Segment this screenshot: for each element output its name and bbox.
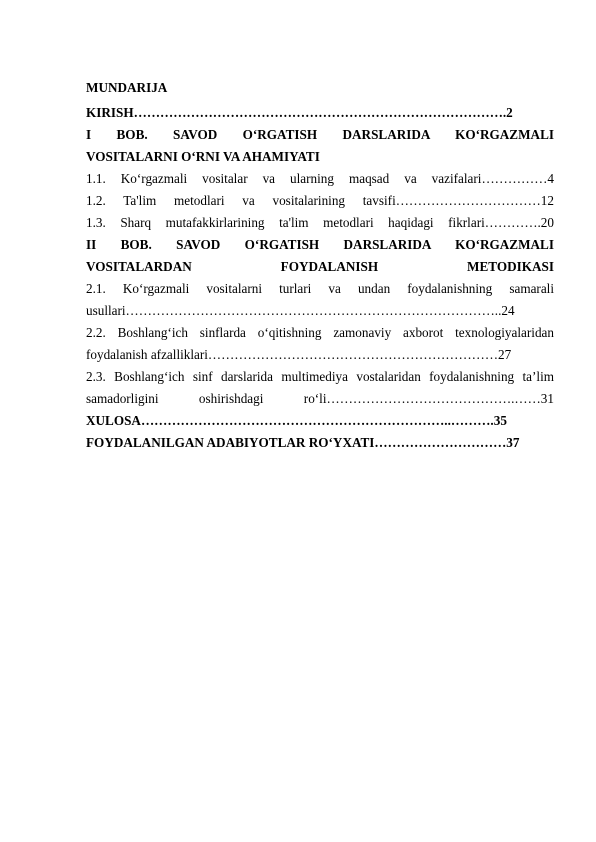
toc-entry-chapter-1-line-2: VOSITALARNI O‘RNI VA AHAMIYATI — [86, 149, 320, 164]
toc-entry-section-2-2-line-1: 2.2. Boshlang‘ich sinflarda o‘qitishning zamonaviy axborot texnologiyalaridan — [86, 325, 554, 340]
toc-entry-section-2-3-line-2: samadorligini oshirishdagi ro‘li…………………………………….……31 — [86, 391, 554, 406]
toc-entry-bibliography: FOYDALANILGAN ADABIYOTLAR RO‘YXATI…………………………37 — [86, 435, 520, 450]
table-of-contents — [86, 78, 554, 454]
toc-title: MUNDARIJA — [86, 80, 168, 95]
toc-entry-kirish: KIRISH………………………………………………………………………….2 — [86, 105, 513, 120]
toc-entry-xulosa: XULOSA……………………………………………………………..……….35 — [86, 413, 507, 428]
toc-entry-section-2-3-line-1: 2.3. Boshlang‘ich sinf darslarida multimediya vostalaridan foydalanishning ta’lim — [86, 369, 554, 384]
toc-entry-section-1-1: 1.1. Ko‘rgazmali vositalar va ularning maqsad va vazifalari……………4 — [86, 171, 554, 186]
toc-entry-chapter-2-line-2: VOSITALARDAN FOYDALANISH METODIKASI — [86, 259, 554, 274]
toc-entry-chapter-2-line-1: II BOB. SAVOD O‘RGATISH DARSLARIDA KO‘RGAZMALI — [86, 237, 554, 252]
toc-entry-section-2-2-line-2: foydalanish afzalliklari…………………………………………………………27 — [86, 347, 512, 362]
toc-entry-section-2-1-line-2: usullari…………………………………………………………………………..24 — [86, 303, 515, 318]
toc-entry-section-1-3: 1.3. Sharq mutafakkirlarining ta'lim metodlari haqidagi fikrlari………….20 — [86, 215, 554, 230]
toc-entry-section-2-1-line-1: 2.1. Ko‘rgazmali vositalarni turlari va undan foydalanishning samarali — [86, 281, 554, 296]
toc-entry-chapter-1-line-1: I BOB. SAVOD O‘RGATISH DARSLARIDA KO‘RGAZMALI — [86, 127, 554, 142]
toc-entry-section-1-2: 1.2. Ta'lim metodlari va vositalarining tavsifi……………………………12 — [86, 193, 554, 208]
